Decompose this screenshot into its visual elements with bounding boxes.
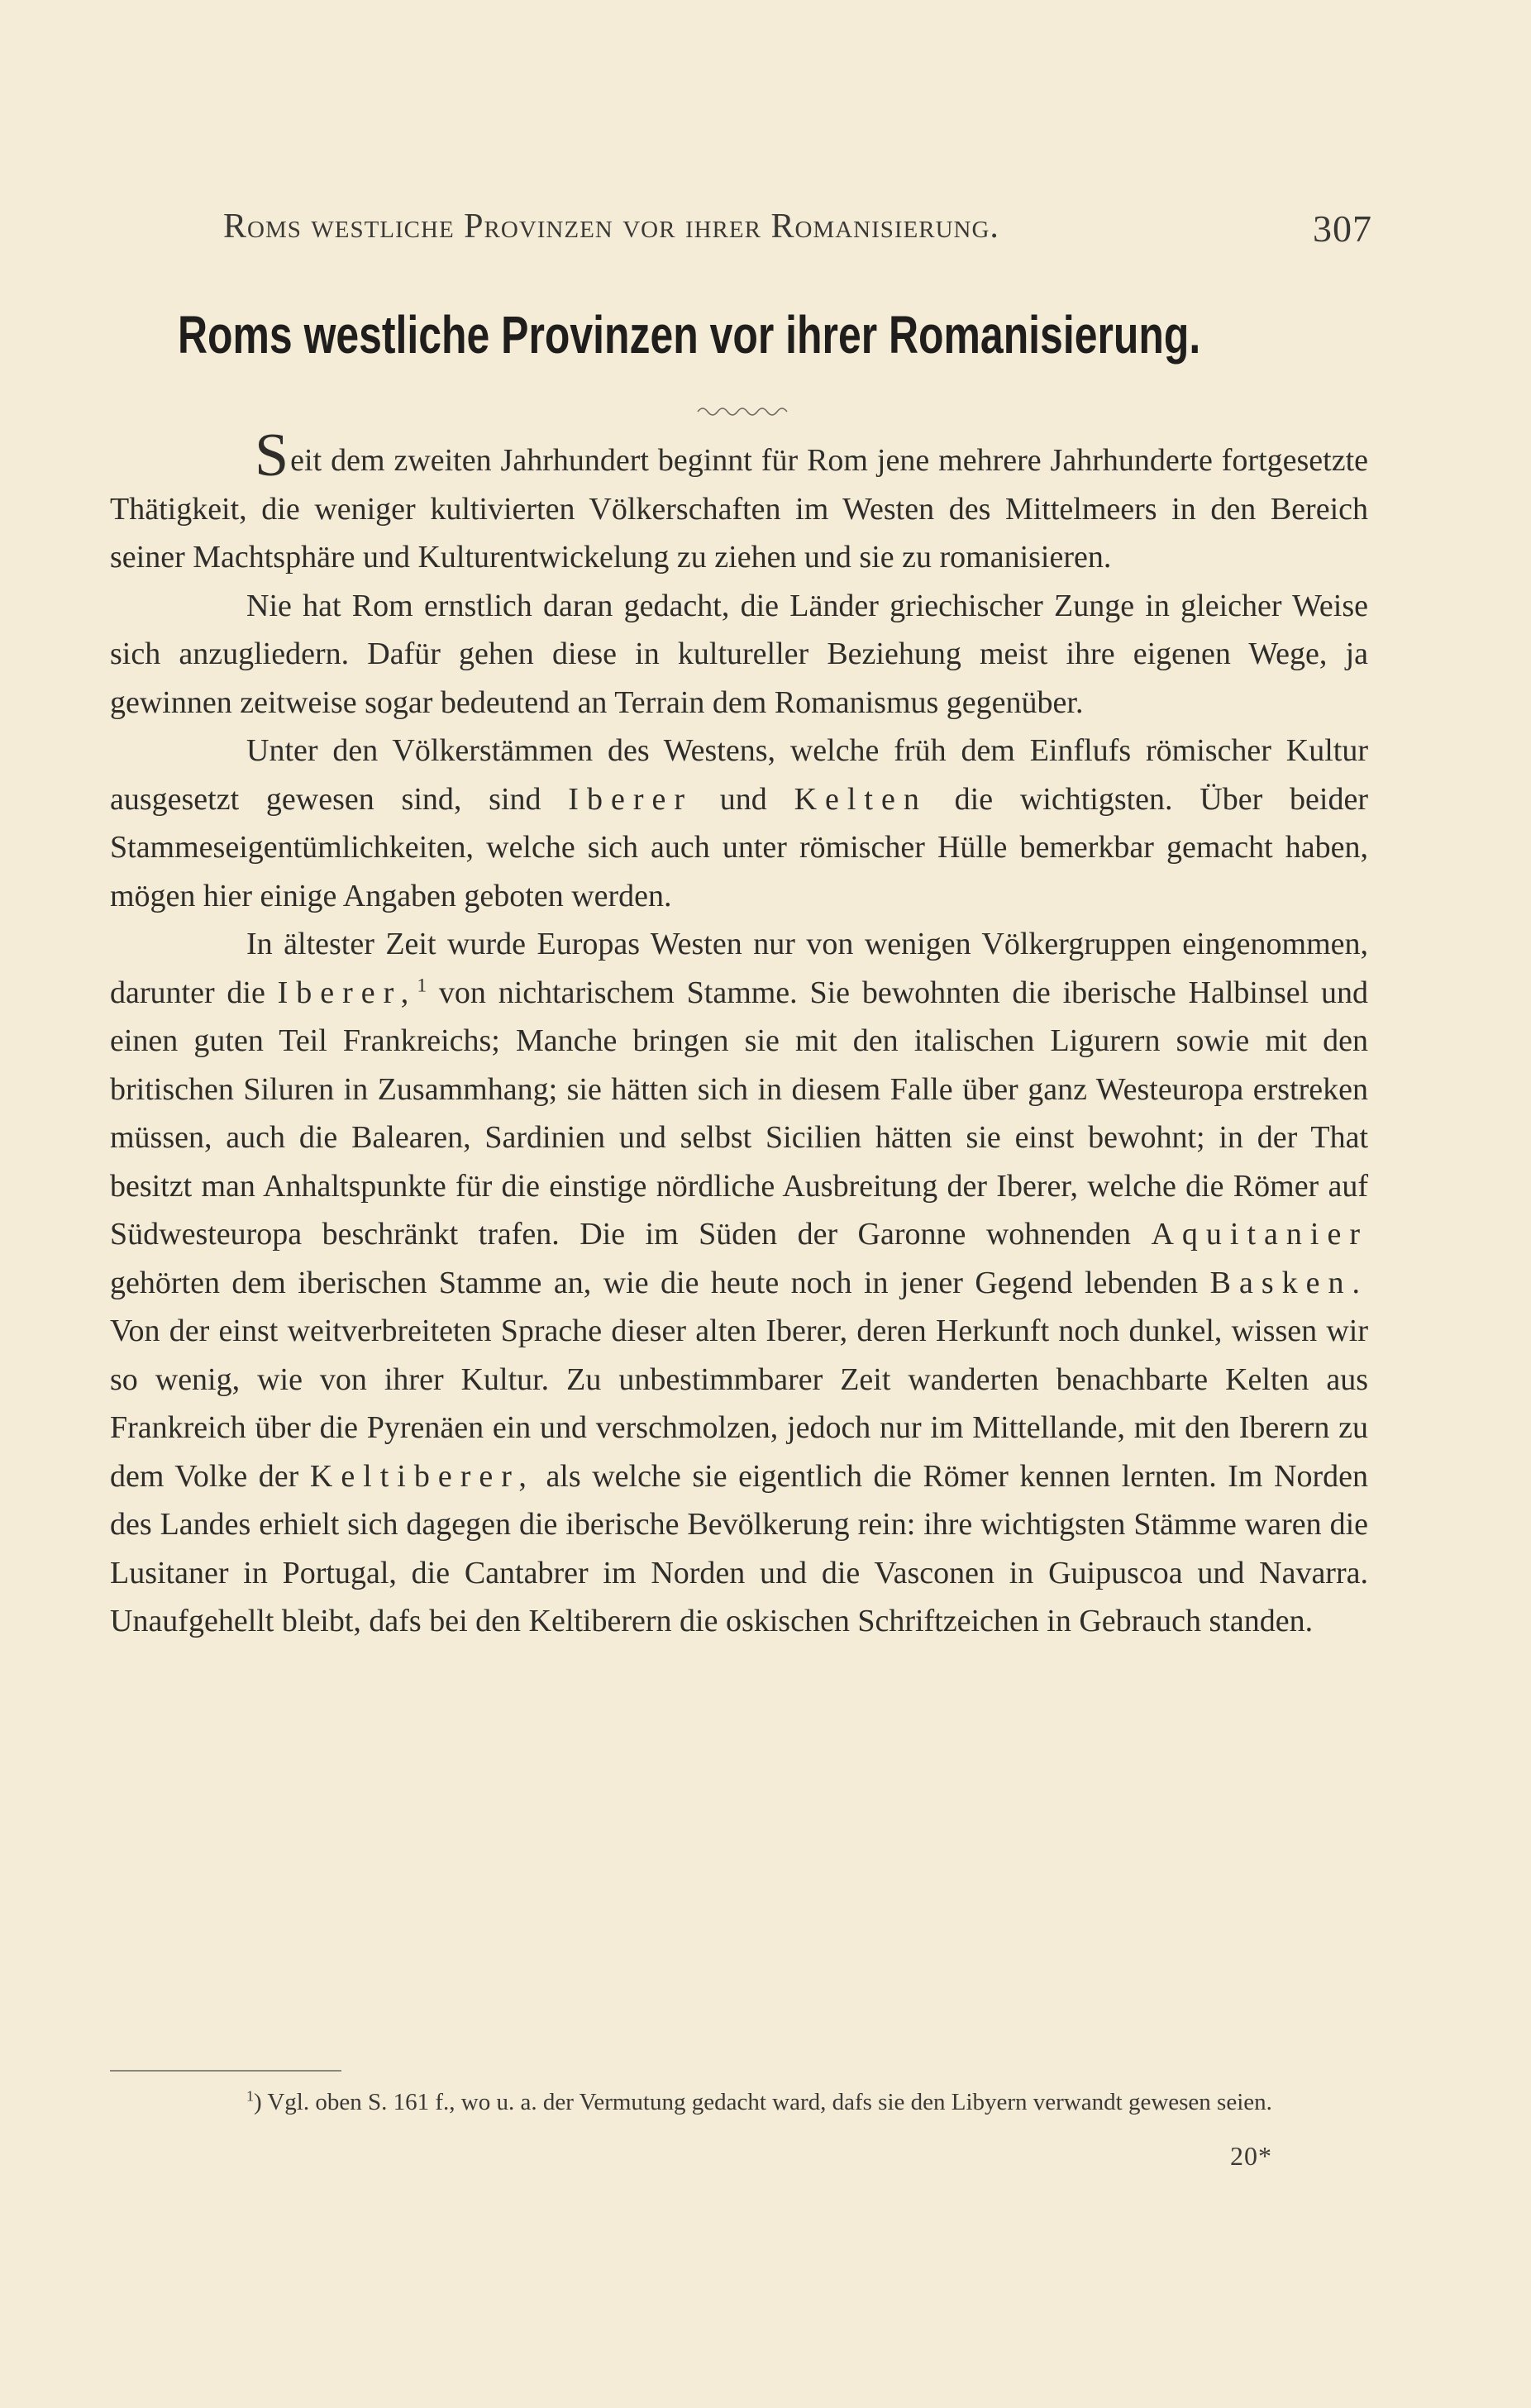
term-basken: Basken.	[1209, 1265, 1368, 1300]
running-head-title: Roms westliche Provinzen vor ihrer Romanisierung.	[223, 207, 999, 246]
paragraph-1-text: eit dem zweiten Jahrhundert beginnt für Rom jene mehrere Jahrhunderte fortgesetzte Thätigkeit, die weniger kultivierten Völkerschaften im Westen des Mittelmeers in den Bereich seiner Machtsphäre und Kulturentwickelung zu ziehen und sie zu romanisieren.	[110, 443, 1368, 575]
chapter-title: Roms westliche Provinzen vor ihrer Romanisierung.	[178, 305, 1201, 365]
term-iberer-2: Iberer,	[277, 975, 417, 1010]
paragraph-4-part-1: In ältester Zeit wurde Europas Westen nur von wenigen Völkergruppen eingenommen, darunter die	[110, 927, 1368, 1010]
paragraph-2: Nie hat Rom ernstlich daran gedacht, die Länder griechischer Zunge in gleicher Weise sich anzugliedern. Dafür gehen diese in kultureller Beziehung meist ihre eigenen Wege, ja gewinnen zeitweise sogar bedeutend an Terrain dem Romanismus gegenüber.	[110, 588, 1368, 720]
footnote-reference[interactable]: 1	[417, 974, 427, 996]
footnote-rule	[110, 2070, 341, 2072]
signature-mark: 20*	[1230, 2141, 1272, 2171]
footnote-mark: 1	[246, 2087, 254, 2105]
paragraph-1	[110, 422, 1368, 582]
paragraph-3-part-2: die wichtigsten. Über beider Stammeseigentümlichkeiten, welche sich auch unter römischer Hülle bemerkbar gemacht haben, mögen hier einige Angaben geboten werden.	[110, 781, 1368, 913]
drop-cap: S	[255, 422, 289, 489]
footnote-text-wrapper	[110, 2080, 1368, 2124]
body-text	[110, 422, 1368, 1646]
ornament-divider	[696, 402, 791, 418]
page-number: 307	[1313, 207, 1372, 250]
footnote-text: ) Vgl. oben S. 161 f., wo u. a. der Vermutung gedacht ward, dafs sie den Libyern verwandt gewesen seien.	[253, 2089, 1272, 2115]
paragraph-4	[110, 920, 1368, 1646]
footnote	[110, 2080, 1368, 2124]
paragraph-3-part-1: Unter den Völkerstämmen des Westens, welche früh dem Einflufs römischer Kultur ausgesetzt gewesen sind, sind	[110, 733, 1368, 817]
paragraph-4-part-4: Von der einst weitverbreiteten Sprache dieser alten Iberer, deren Herkunft noch dunkel, wissen wir so wenig, wie von ihrer Kultur. Zu unbestimmbarer Zeit wanderten benachbarte Kelten aus Frankreich über die Pyrenäen ein und verschmolzen, jedoch nur im Mittellande, mit den Iberern zu dem Volke der	[110, 1314, 1368, 1494]
paragraph-4-part-2: von nichtarischem Stamme. Sie bewohnten die iberische Halbinsel und einen guten Teil Frankreichs; Manche bringen sie mit den italischen Ligurern sowie mit den britischen Siluren in Zusammhang; sie hätten sich in diesem Falle über ganz Westeuropa erstreken müssen, auch die Balearen, Sardinien und selbst Sicilien hätten sie einst bewohnt; in der That besitzt man Anhaltspunkte für die einstige nördliche Ausbreitung der Iberer, welche die Römer auf Südwesteuropa beschränkt trafen. Die im Süden der Garonne wohnenden	[110, 975, 1368, 1252]
term-iberer: Iberer	[568, 781, 693, 817]
term-kelten: Kelten	[794, 781, 928, 817]
paragraph-4-part-5: als welche sie eigentlich die Römer kennen lernten. Im Norden des Landes erhielt sich dagegen die iberische Bevölkerung rein: ihre wichtigsten Stämme waren die Lusitaner in Portugal, die Cantabrer im Norden und die Vasconen in Guipuscoa und Navarra. Unaufgehellt bleibt, dafs bei den Keltiberern die oskischen Schriftzeichen in Gebrauch standen.	[110, 1458, 1368, 1638]
term-aquitanier: Aquitanier	[1151, 1217, 1368, 1252]
paragraph-4-part-3: gehörten dem iberischen Stamme an, wie die heute noch in jener Gegend lebenden	[110, 1265, 1210, 1300]
term-keltiberer: Keltiberer,	[309, 1458, 535, 1494]
paragraph-3-conjunction: und	[693, 781, 794, 817]
paragraph-3	[110, 727, 1368, 920]
running-head	[223, 207, 1372, 256]
